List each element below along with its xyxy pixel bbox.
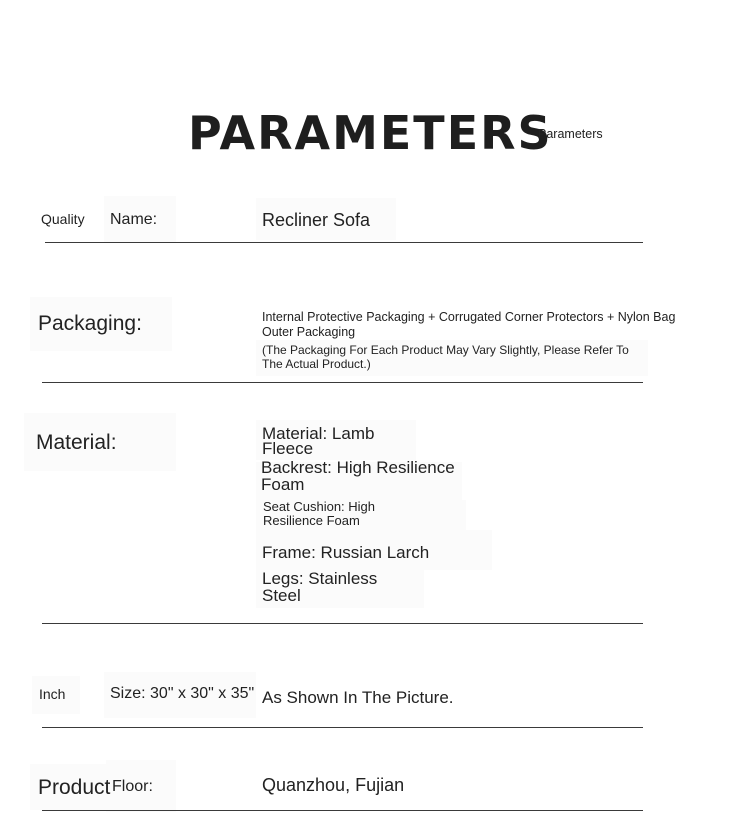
row-divider <box>45 242 643 243</box>
size-value: As Shown In The Picture. <box>262 688 454 707</box>
material-item: Material: Lamb Fleece <box>262 424 375 458</box>
row-divider <box>42 623 643 624</box>
packaging-note: (The Packaging For Each Product May Vary Slightly, Please Refer To The Actual Product.) <box>262 343 629 371</box>
row-divider <box>42 810 643 811</box>
packaging-value: Internal Protective Packaging + Corrugated Corner Protectors + Nylon Bag Outer Packaging <box>262 310 676 339</box>
page-subtitle: Parameters <box>538 127 603 141</box>
packaging-label: Packaging: <box>38 312 142 335</box>
size-label: Size: 30" x 30" x 35" <box>110 685 255 702</box>
material-label: Material: <box>36 431 117 454</box>
material-item: Backrest: High Resilience Foam <box>261 458 455 494</box>
name-value: Recliner Sofa <box>262 210 371 230</box>
row-divider <box>42 382 643 383</box>
material-item: Seat Cushion: High Resilience Foam <box>263 499 376 528</box>
name-label: Name: <box>110 211 158 228</box>
inch-label: Inch <box>39 686 66 702</box>
floor-value: Quanzhou, Fujian <box>262 775 405 795</box>
material-item: Legs: Stainless Steel <box>262 569 378 605</box>
product-label: Product <box>38 776 111 799</box>
material-item: Frame: Russian Larch <box>262 543 430 562</box>
row-divider <box>42 727 643 728</box>
floor-label: Floor: <box>112 778 153 795</box>
quality-label: Quality <box>41 211 85 227</box>
page-title: PARAMETERS <box>188 106 553 160</box>
